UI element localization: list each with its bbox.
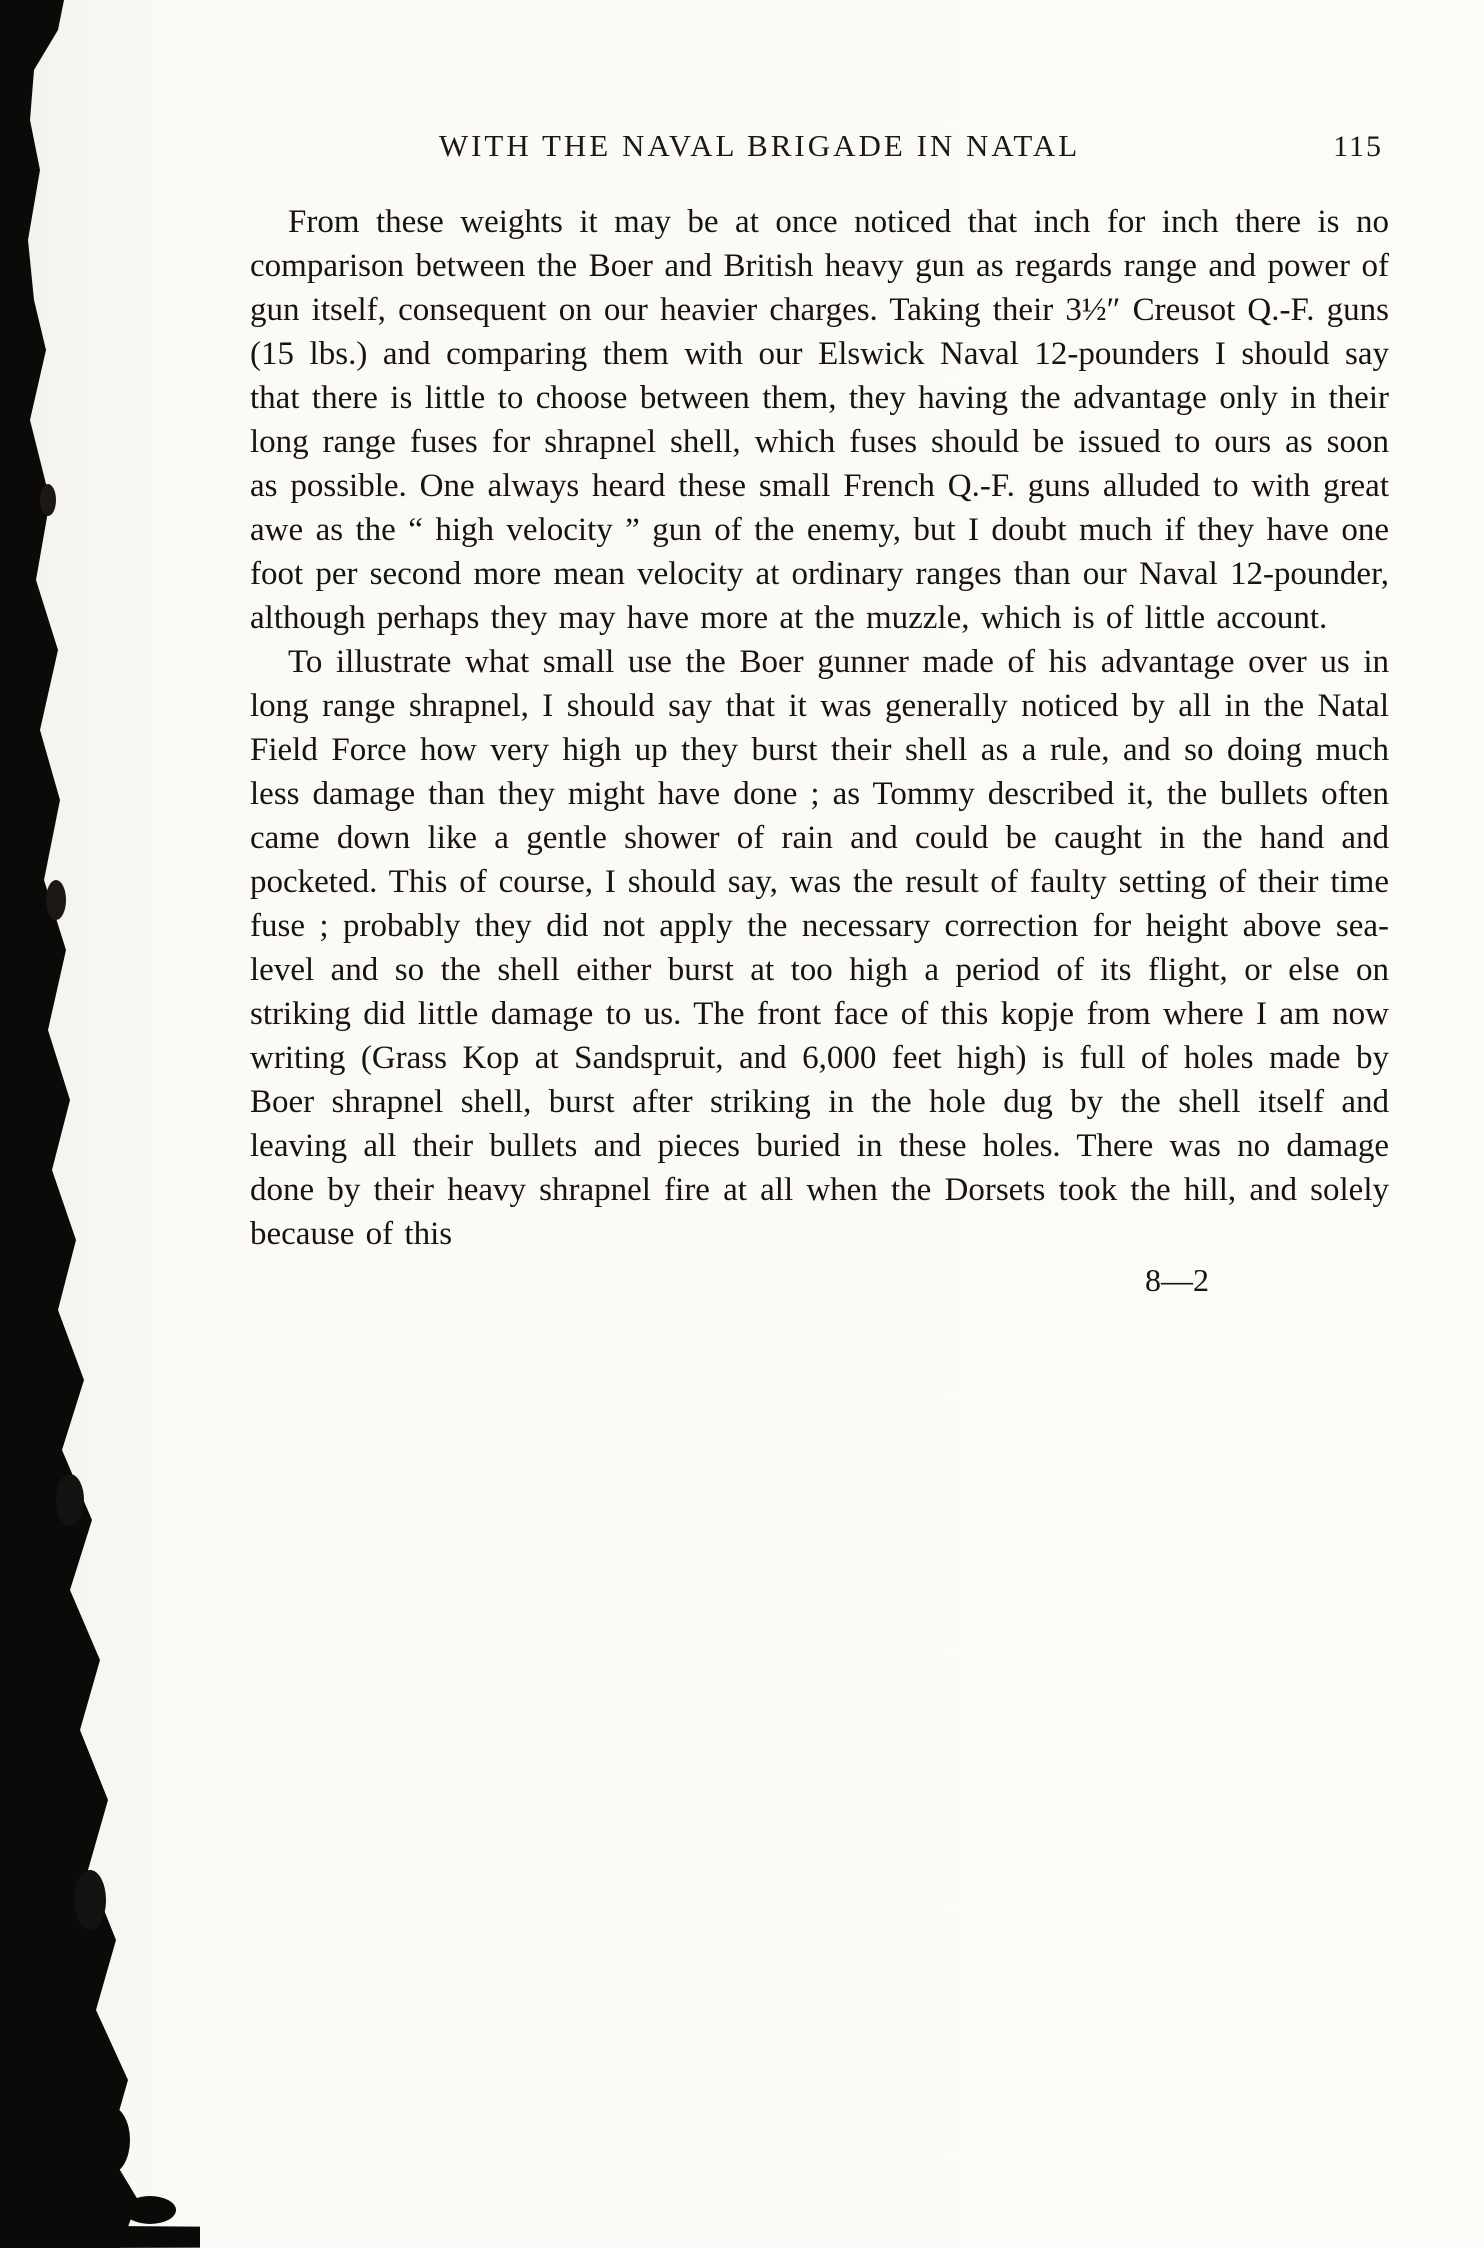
body-text bbox=[250, 200, 1389, 1299]
paragraph: To illustrate what small use the Boer gunner made of his advantage over us in long range shrapnel, I should say that it was generally noticed by all in the Natal Field Force how very high up they burst their shell as a rule, and so doing much less damage than they might have done ; as Tommy described it, the bullets often came down like a gentle shower of rain and could be caught in the hand and pocketed. This of course, I should say, was the result of faulty setting of their time fuse ; probably they did not apply the necessary correction for height above sea-level and so the shell either burst at too high a period of its flight, or else on striking did little damage to us. The front face of this kopje from where I am now writing (Grass Kop at Sandspruit, and 6,000 feet high) is full of holes made by Boer shrapnel shell, burst after striking in the hole dug by the shell itself and leaving all their bullets and pieces buried in these holes. There was no damage done by their heavy shrapnel fire at all when the Dorsets took the hill, and solely because of this bbox=[250, 644, 1389, 1252]
paragraph: From these weights it may be at once noticed that inch for inch there is no comparison between the Boer and British heavy gun as regards range and power of gun itself, consequent on our heavier charges. Taking their 3½″ Creusot Q.-F. guns (15 lbs.) and comparing them with our Elswick Naval 12-pounders I should say that there is little to choose between them, they having the advantage only in their long range fuses for shrapnel shell, which fuses should be issued to ours as soon as possible. One always heard these small French Q.-F. guns alluded to with great awe as the “ high velocity ” gun of the enemy, but I doubt much if they have one foot per second more mean velocity at ordinary ranges than our Naval 12-pounder, although perhaps they may have more at the muzzle, which is of little account. bbox=[250, 204, 1389, 636]
page-header bbox=[250, 128, 1389, 172]
scan-edge-artifact bbox=[0, 0, 200, 2248]
printer-signature-mark: 8—2 bbox=[1145, 1262, 1209, 1298]
running-title: WITH THE NAVAL BRIGADE IN NATAL bbox=[438, 128, 1081, 163]
page-number: 115 bbox=[1333, 130, 1383, 163]
